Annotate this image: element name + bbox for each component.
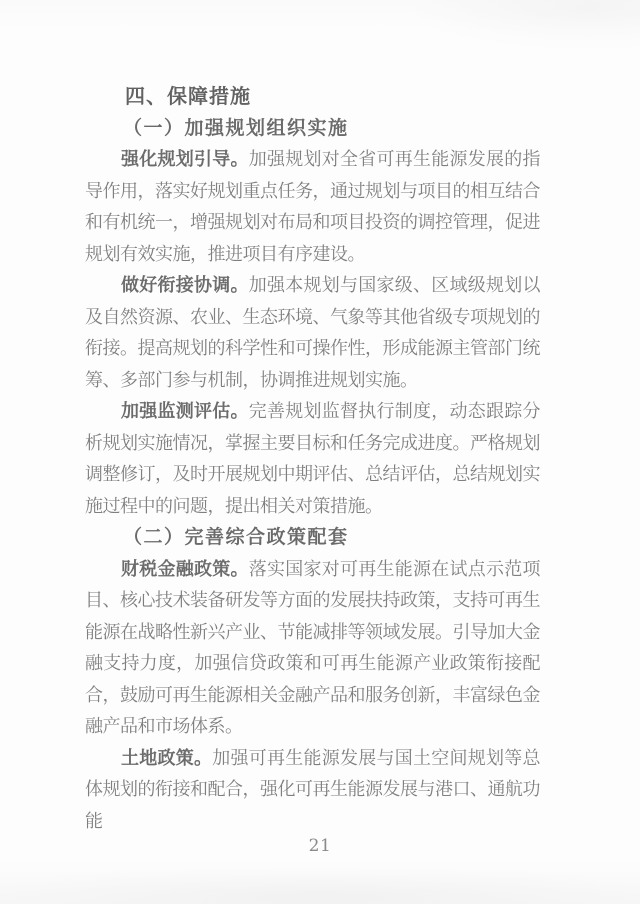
page-number: 21	[308, 836, 332, 856]
paragraph-body: 落实国家对可再生能源在试点示范项目、核心技术装备研发等方面的发展扶持政策，支持可再生能源在战略性新兴产业、节能减排等领域发展。引导加大金融支持力度，加强信贷政策和可再生能源产业政策衔接配合，鼓励可再生能源相关金融产品和服务创新，丰富绿色金融产品和市场体系。	[85, 558, 540, 737]
paragraph-lead: 土地政策。	[121, 747, 213, 769]
paragraph-lead: 做好衔接协调。	[121, 275, 249, 296]
paragraph-strengthen-planning-guidance	[85, 144, 540, 270]
paragraph-monitoring-evaluation	[85, 396, 540, 522]
paragraph-fiscal-financial-policy	[85, 554, 540, 743]
paragraph-lead: 加强监测评估。	[121, 401, 249, 422]
paragraph-body: 加强规划对全省可再生能源发展的指导作用，落实好规划重点任务，通过规划与项目的相互结合和有机统一，增强规划对布局和项目投资的调控管理，促进规划有效实施，推进项目有序建设。	[85, 149, 540, 265]
document-text-block	[85, 81, 540, 837]
sub-heading-1: （一）加强规划组织实施	[123, 116, 349, 139]
paragraph-coordination	[85, 270, 540, 396]
sub-heading-2: （二）完善综合政策配套	[123, 526, 349, 548]
section-heading: 四、保障措施	[125, 84, 251, 108]
paragraph-land-policy	[85, 743, 540, 838]
page-footer	[0, 831, 640, 861]
paragraph-body: 加强本规划与国家级、区域级规划以及自然资源、农业、生态环境、气象等其他省级专项规划的衔接。提高规划的科学性和可操作性，形成能源主管部门统筹、多部门参与机制，协调推进规划实施。	[85, 275, 540, 391]
paragraph-body: 完善规划监督执行制度，动态跟踪分析规划实施情况，掌握主要目标和任务完成进度。严格规划调整修订，及时开展规划中期评估、总结评估，总结规划实施过程中的问题，提出相关对策措施。	[85, 401, 540, 517]
paragraph-body: 加强可再生能源发展与国土空间规划等总体规划的衔接和配合，强化可再生能源发展与港口、通航功能	[85, 747, 540, 832]
paragraph-lead: 财税金融政策。	[121, 558, 249, 580]
paragraph-lead: 强化规划引导。	[121, 149, 249, 170]
